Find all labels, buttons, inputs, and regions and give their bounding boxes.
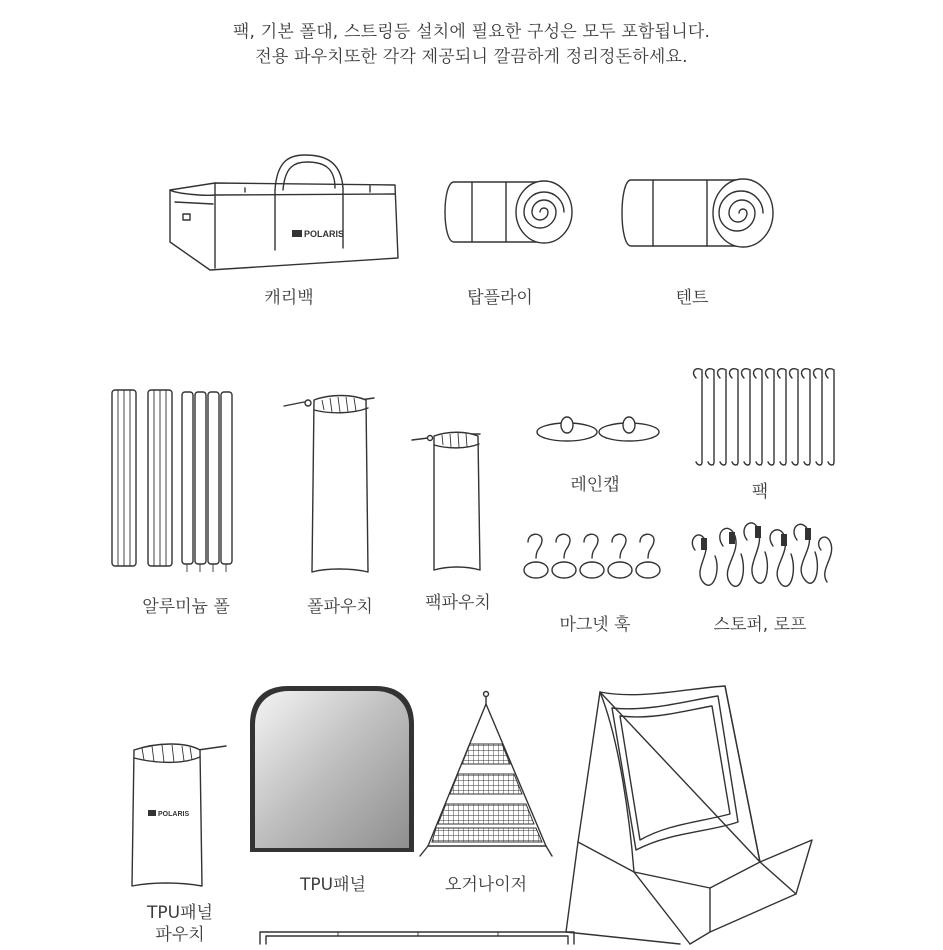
panel-icon: [248, 684, 418, 860]
label-peg: 팩: [751, 482, 769, 502]
pole-icon: [108, 388, 248, 574]
carry-bag-icon: [165, 150, 405, 279]
label-rain-cap: 레인캡: [570, 475, 620, 495]
tent-frame-icon: [560, 682, 820, 948]
label-tpu-panel: TPU패널: [300, 875, 366, 895]
pouch-icon: [128, 740, 233, 894]
label-peg-pouch: 팩파우치: [425, 593, 491, 613]
intro-line-1: 팩, 기본 폴대, 스트링등 설치에 필요한 구성은 모두 포함됩니다.: [232, 22, 711, 42]
pole-icon: [258, 926, 578, 950]
label-organizer: 오거나이저: [444, 875, 528, 895]
pouch-icon: [410, 430, 500, 579]
brand-logo: POLARIS: [304, 229, 345, 239]
label-tpu-panel-pouch: TPU패널 파우치: [147, 903, 213, 945]
rolled-fly-icon: [440, 178, 580, 252]
pouch-icon: [282, 392, 382, 581]
rope-icon: [685, 510, 835, 600]
rolled-tent-icon: [617, 176, 777, 256]
rain-cap-icon: [535, 410, 665, 454]
label-magnet-hook: 마그넷 훅: [559, 615, 631, 635]
label-tarp-fly: 탑플라이: [467, 288, 533, 308]
intro-line-2: 전용 파우치또한 각각 제공되니 깔끔하게 정리정돈하세요.: [255, 47, 688, 67]
label-stopper-rope: 스토퍼, 로프: [713, 615, 807, 635]
label-aluminum-pole: 알루미늄 폴: [142, 597, 230, 617]
magnet-hook-icon: [520, 528, 670, 588]
label-carry-bag: 캐리백: [264, 288, 314, 308]
organizer-icon: [418, 690, 558, 864]
intro-text: [0, 20, 943, 70]
brand-logo: POLARIS: [158, 811, 190, 818]
peg-icon: [690, 366, 840, 472]
label-tent: 텐트: [675, 288, 709, 308]
label-pole-pouch: 폴파우치: [307, 597, 373, 617]
